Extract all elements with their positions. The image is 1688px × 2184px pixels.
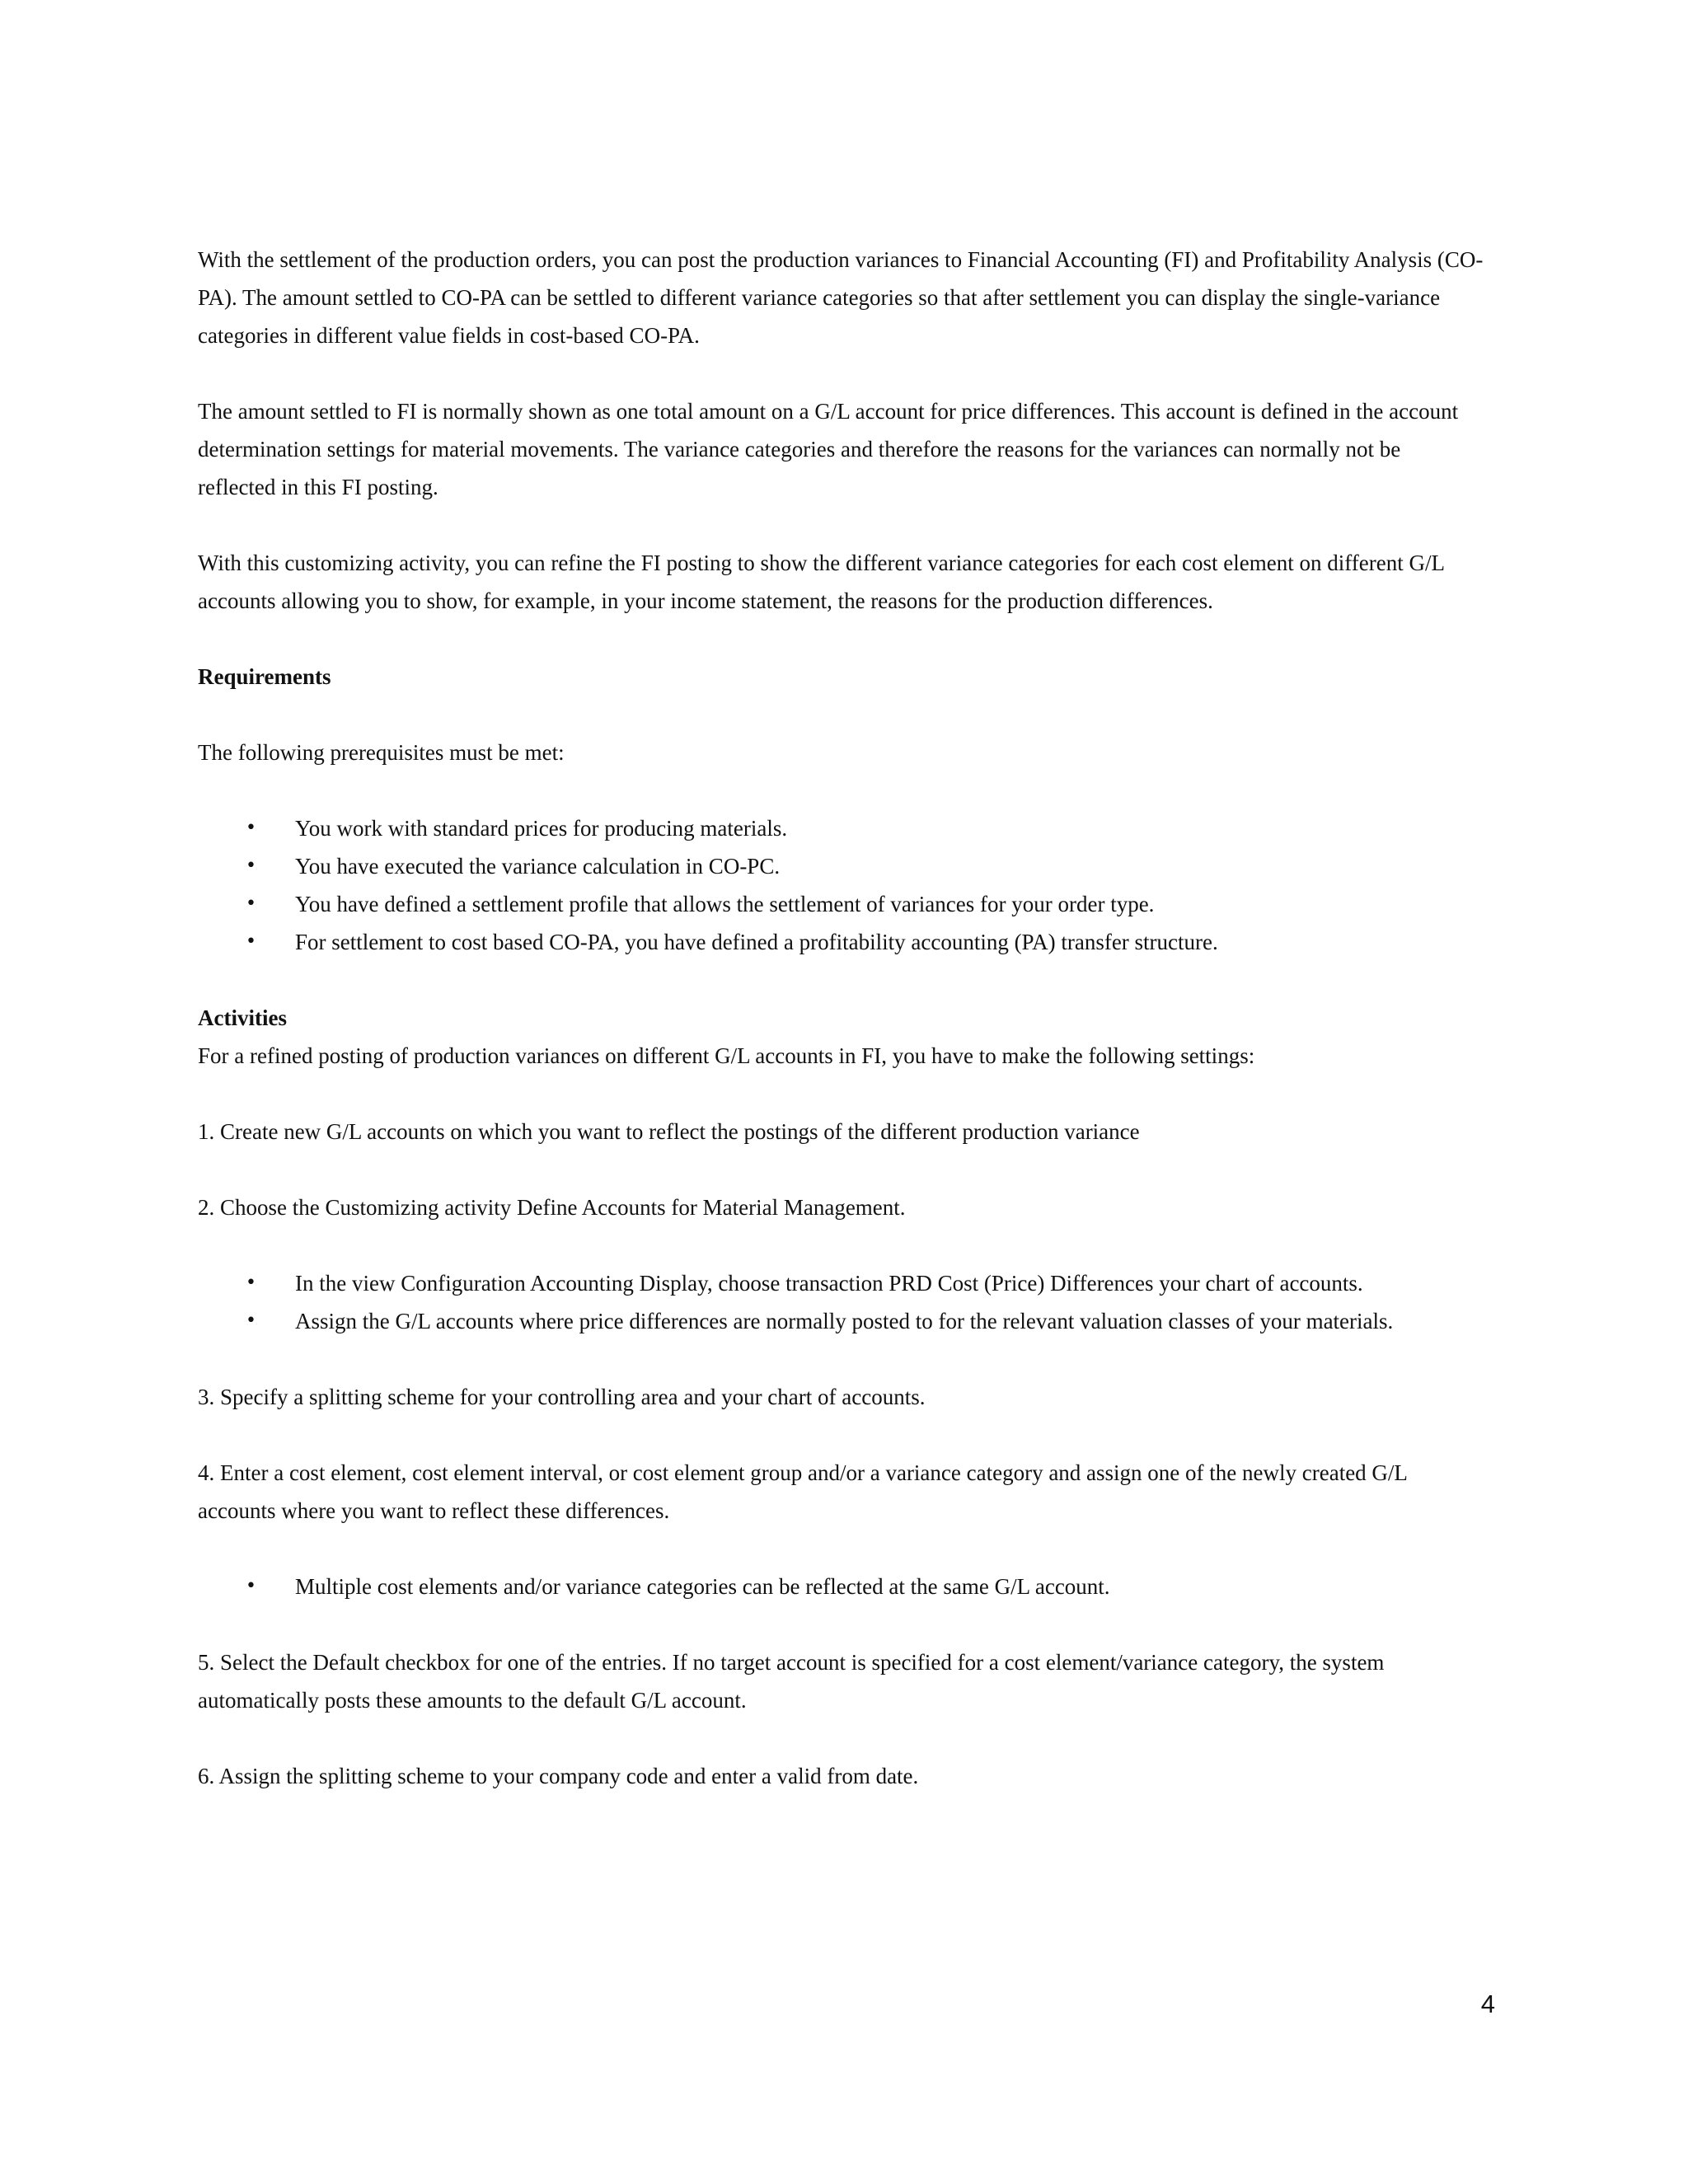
requirements-intro: The following prerequisites must be met: xyxy=(198,740,565,765)
requirements-heading: Requirements xyxy=(198,664,331,689)
bullet-icon: • xyxy=(246,855,256,876)
bullet-icon: • xyxy=(246,818,256,838)
bullet-icon: • xyxy=(246,1576,256,1596)
page-number: 4 xyxy=(1480,1990,1495,2018)
step4-list xyxy=(198,1568,1484,1605)
activity-step: 3. Specify a splitting scheme for your controlling area and your chart of accounts. xyxy=(198,1385,926,1409)
document-body xyxy=(198,241,1484,1795)
list-item-text: Assign the G/L accounts where price differences are normally posted to for the relevant valuation classes of your materials. xyxy=(295,1309,1394,1333)
activities-heading: Activities xyxy=(198,1005,287,1030)
activity-step: 6. Assign the splitting scheme to your company code and enter a valid from date. xyxy=(198,1764,919,1788)
list-item xyxy=(198,809,1484,847)
list-item-text: You have defined a settlement profile that allows the settlement of variances for your order type. xyxy=(295,892,1155,916)
activities-intro: For a refined posting of production variances on different G/L accounts in FI, you have to make the following settings: xyxy=(198,1043,1255,1068)
intro-paragraph: With the settlement of the production orders, you can post the production variances to Financial Accounting (FI) and Profitability Analysis (CO-PA). The amount settled to CO-PA can be settled to different variance categories so that after settlement you can display the single-variance categories in different value fields in cost-based CO-PA. xyxy=(198,247,1484,348)
requirements-list xyxy=(198,809,1484,961)
list-item-text: Multiple cost elements and/or variance categories can be reflected at the same G/L account. xyxy=(295,1574,1110,1599)
list-item xyxy=(198,847,1484,885)
list-item xyxy=(198,1264,1484,1302)
intro-paragraph: The amount settled to FI is normally shown as one total amount on a G/L account for price differences. This account is defined in the account determination settings for material movements. The variance categories and therefore the reasons for the variances can normally not be reflected in this FI posting. xyxy=(198,399,1459,499)
intro-paragraph: With this customizing activity, you can refine the FI posting to show the different variance categories for each cost element on different G/L accounts allowing you to show, for example, in your income statement, the reasons for the production differences. xyxy=(198,551,1444,613)
bullet-icon: • xyxy=(246,1310,256,1331)
bullet-icon: • xyxy=(246,1272,256,1293)
list-item xyxy=(198,923,1484,961)
list-item xyxy=(198,885,1484,923)
list-item-text: You have executed the variance calculation in CO-PC. xyxy=(295,854,781,879)
bullet-icon: • xyxy=(246,893,256,914)
list-item xyxy=(198,1302,1484,1340)
list-item-text: In the view Configuration Accounting Display, choose transaction PRD Cost (Price) Differences your chart of accounts. xyxy=(295,1271,1363,1296)
bullet-icon: • xyxy=(246,931,256,952)
activity-step: 2. Choose the Customizing activity Define Accounts for Material Management. xyxy=(198,1195,906,1220)
step2-list xyxy=(198,1264,1484,1340)
activity-step: 1. Create new G/L accounts on which you want to reflect the postings of the different production variance xyxy=(198,1119,1140,1144)
list-item-text: For settlement to cost based CO-PA, you have defined a profitability accounting (PA) transfer structure. xyxy=(295,930,1218,954)
activity-step: 5. Select the Default checkbox for one of the entries. If no target account is specified for a cost element/variance category, the system automatically posts these amounts to the default G/L account. xyxy=(198,1650,1385,1713)
list-item xyxy=(198,1568,1484,1605)
activity-step: 4. Enter a cost element, cost element interval, or cost element group and/or a variance category and assign one of the newly created G/L accounts where you want to reflect these differences. xyxy=(198,1460,1407,1523)
list-item-text: You work with standard prices for producing materials. xyxy=(295,816,788,841)
